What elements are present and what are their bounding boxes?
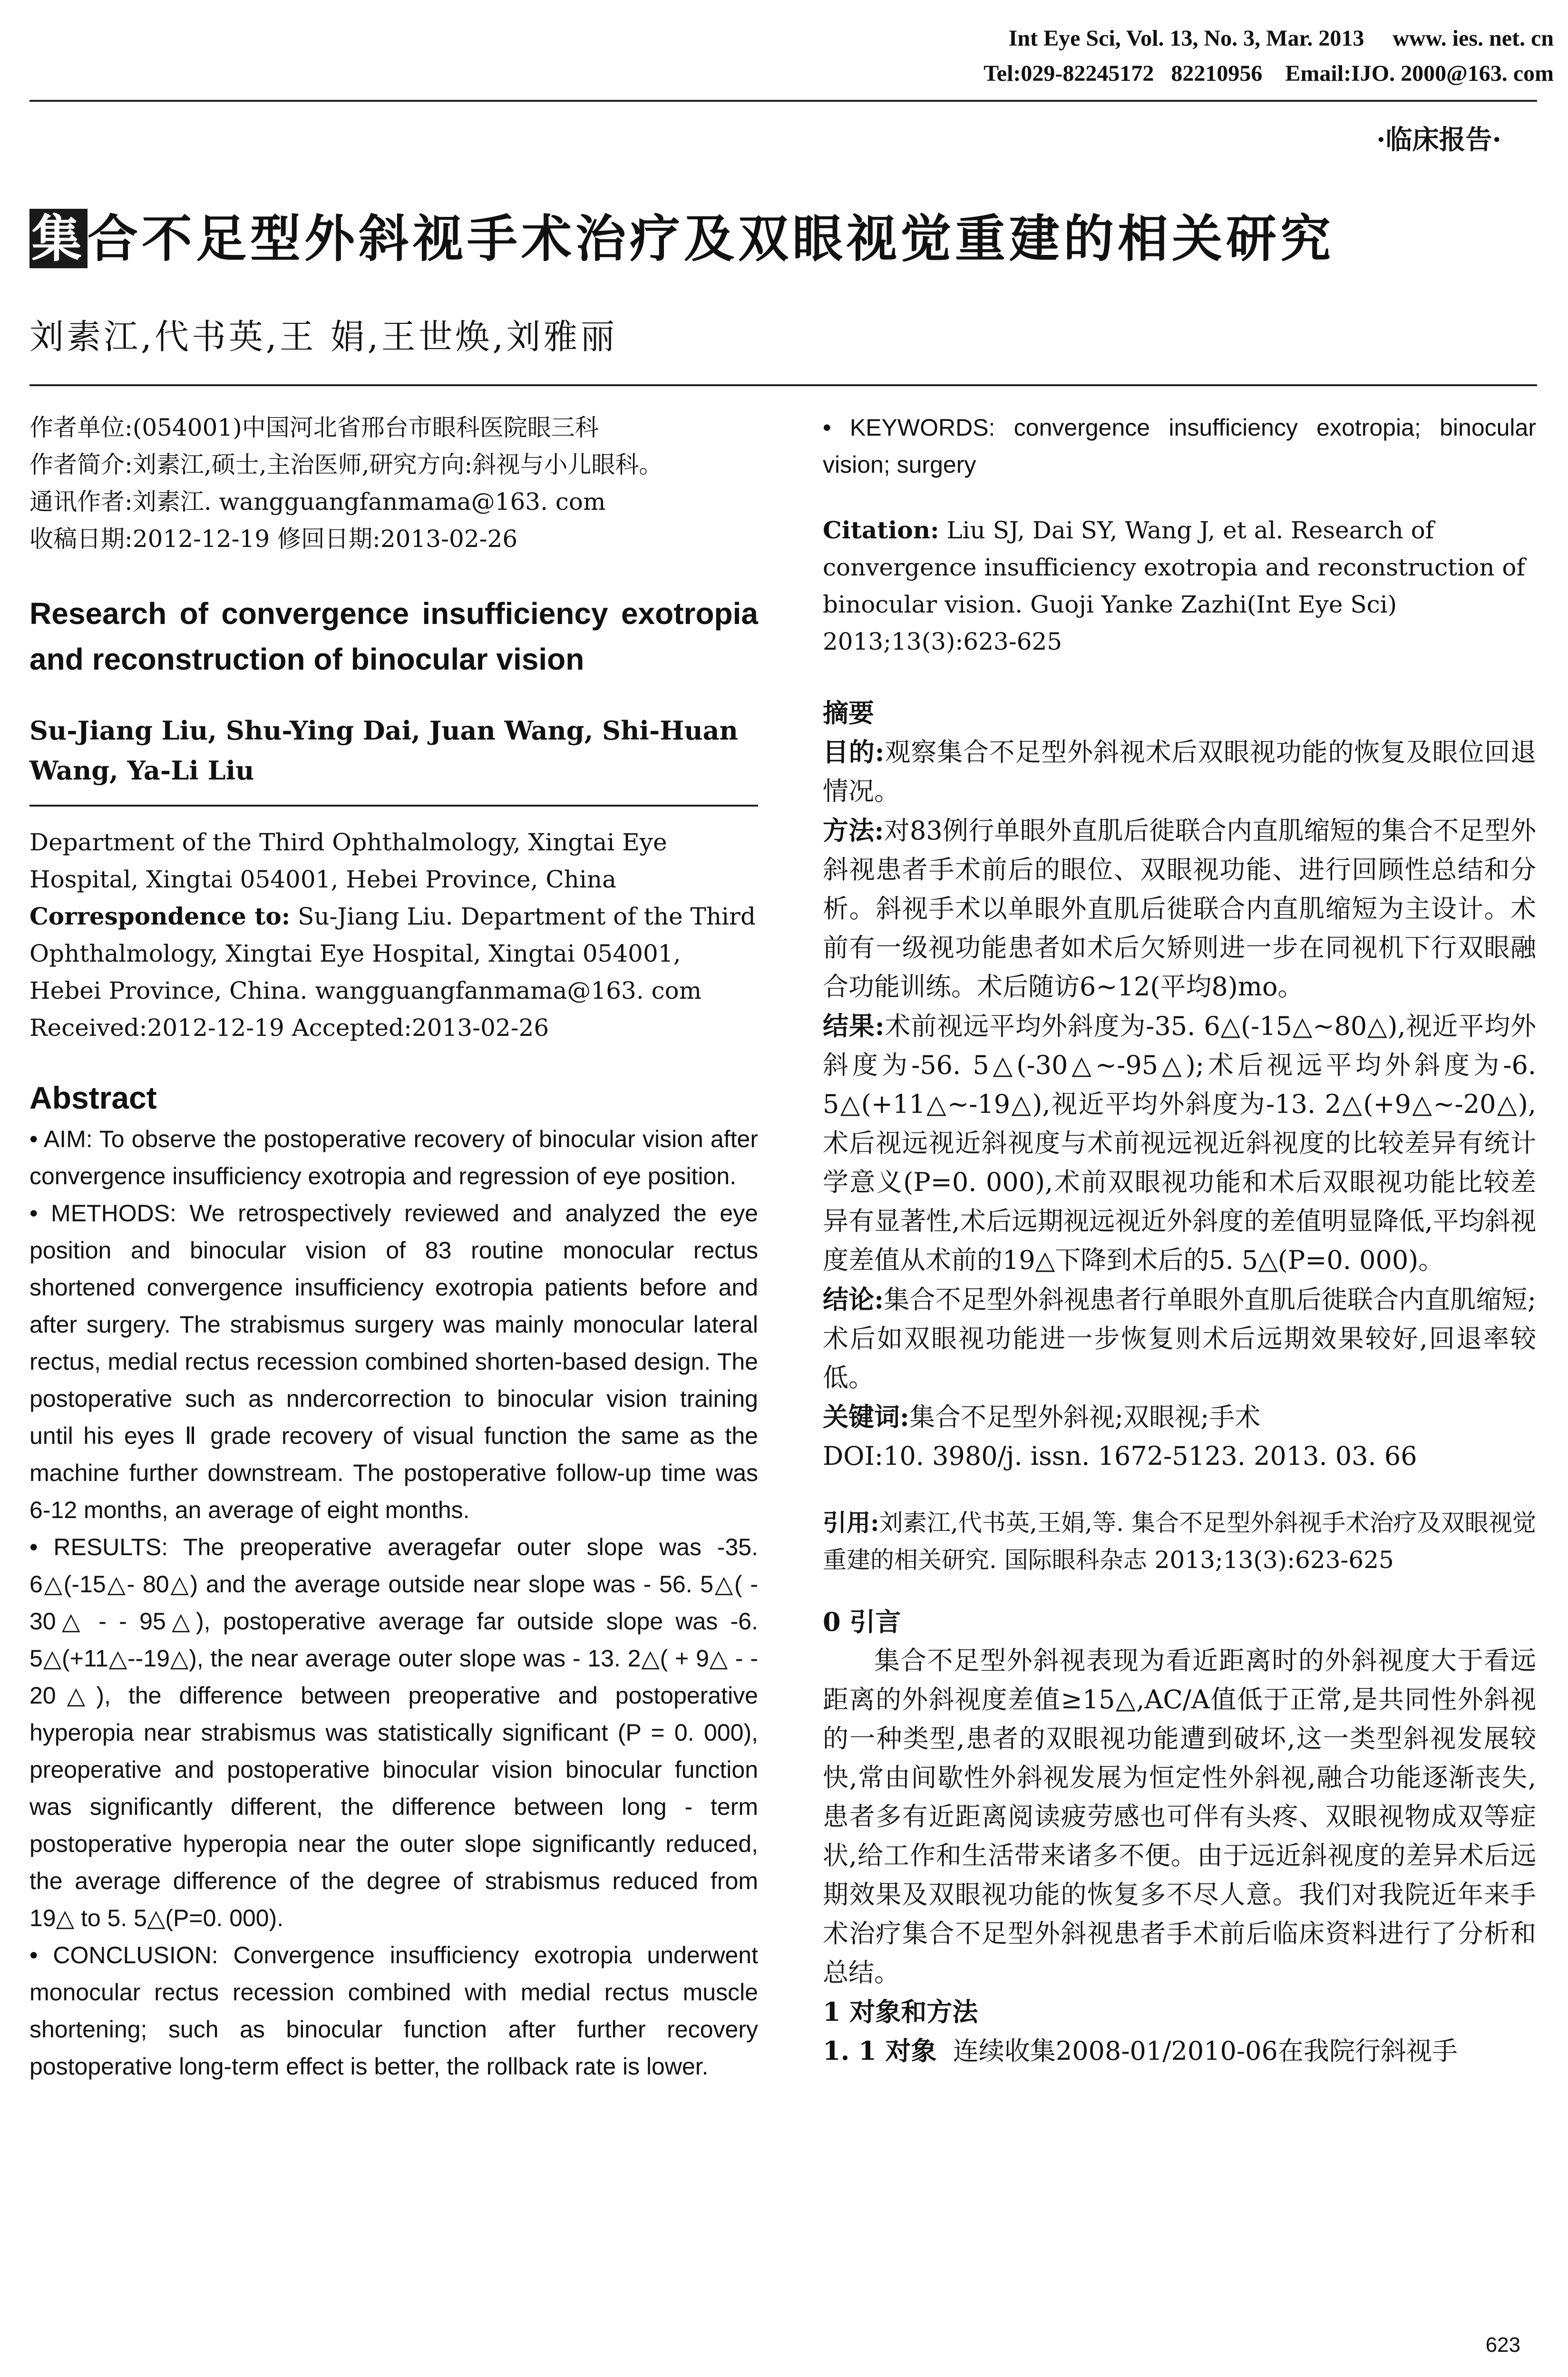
subject-label: 1. 1 对象 [823,2036,937,2066]
methods-label-cn: 方法: [823,815,884,846]
methods-text-cn: 对83例行单眼外直肌后徙联合内直肌缩短的集合不足型外斜视患者手术前后的眼位、双眼视功能、进行回顾性总结和分析。斜视手术以单眼外直肌后徙联合内直肌缩短为主设计。术前有一级视功能患者如术后欠矫则进一步在同视机下行双眼融合功能训练。术后随访6~12(平均8)mo。 [823,816,1536,1002]
received-dates: Received:2012-12-19 Accepted:2013-02-26 [29,1014,549,1042]
abstract-aim: • AIM: To observe the postoperative recovery of binocular vision after convergence insufficiency exotropia and regression of eye position. [29,1126,758,1189]
keywords-label-cn: 关键词: [823,1402,909,1432]
intro-text: 集合不足型外斜视表现为看近距离时的外斜视度大于看远距离的外斜视度差值≥15△,AC/A值低于正常,是共同性外斜视的一种类型,患者的双眼视功能遭到破坏,这一类型斜视发展较快,常由间歇性外斜视发展为恒定性外斜视,融合功能逐渐丧失,患者多有近距离阅读疲劳感也可伴有头疼、双眼视物成双等症状,给工作和生活带来诸多不便。由于远近斜视度的差异术后远期效果及双眼视功能的恢复多不尽人意。我们对我院近年来手术治疗集合不足型外斜视患者手术前后临床资料进行了分析和总结。 [823,1646,1536,1987]
abstract-aim-cn [823,732,1536,811]
page-number: 623 [1485,2333,1520,2357]
title-first-character: 集 [29,209,88,268]
section-tag: ·临床报告· [1376,124,1501,156]
subject-text: 连续收集2008-01/2010-06在我院行斜视手 [953,2036,1458,2066]
citation-text-cn: 刘素江,代书英,王娟,等. 集合不足型外斜视手术治疗及双眼视觉重建的相关研究. 国际眼科杂志 2013;13(3):623-625 [823,1509,1536,1574]
conclusion-text-cn: 集合不足型外斜视患者行单眼外直肌后徙联合内直肌缩短;术后如双眼视功能进一步恢复则术后远期效果较好,回退率较低。 [823,1285,1536,1393]
journal-header-line-2: Tel:029-82245172 82210956 Email:IJO. 2000@163. com [984,61,1554,86]
abstract-heading-cn: 摘要 [823,698,874,728]
abstract-methods: • METHODS: We retrospectively reviewed and analyzed the eye position and binocular vision of 83 routine monocular rectus shortened convergence insufficiency exotropia patients before and after surgery. The strabismus surgery was mainly monocular lateral rectus, medial rectus recession combined shorten-based design. The postoperative such as nndercorrection to binocular vision training until his eyes Ⅱ grade recovery of visual function the same as the machine further downstream. The postoperative follow-up time was 6-12 months, an average of eight months. [29,1200,758,1523]
authors-rule [29,805,758,807]
left-column [29,409,758,2085]
aim-text-cn: 观察集合不足型外斜视术后双眼视功能的恢复及眼位回退情况。 [823,737,1537,806]
keywords-en: • KEYWORDS: convergence insufficiency exotropia; binocular vision; surgery [823,414,1536,478]
doi: DOI:10. 3980/j. issn. 1672-5123. 2013. 03. 66 [823,1441,1417,1471]
citation-en [823,512,1536,660]
title-rule [29,384,1537,386]
citation-label: Citation: [823,516,939,544]
results-text-cn: 术前视远平均外斜度为-35. 6△(-15△~80△),视近平均外斜度为-56. 5△(-30△~-95△);术后视远平均外斜度为-6. 5△(+11△~-19△),视近平均外斜度为-13. 2△(+9△~-20△),术后视远视近斜视度与术前视远视近斜视度的比较差异有统计学意义(P=0. 000),术前双眼视功能和术后双眼视功能比较差异有显著性,术后远期视远视近外斜度的差值明显降低,平均斜视度差值从术前的19△下降到术后的5. 5△(P=0. 000)。 [823,1011,1536,1275]
keywords-cn [823,1397,1536,1437]
abstract-conclusion: • CONCLUSION: Convergence insufficiency exotropia underwent monocular rectus recession combined with medial rectus muscle shortening; such as binocular function after further recovery postoperative long-term effect is better, the rollback rate is lower. [29,1942,758,2080]
abstract-methods-cn [823,811,1536,1006]
methods-heading: 1 对象和方法 [823,1997,978,2027]
journal-header-line-1: Int Eye Sci, Vol. 13, No. 3, Mar. 2013 www. ies. net. cn [1008,26,1554,51]
citation-cn [823,1504,1536,1578]
authors-en: Su-Jiang Liu, Shu-Ying Dai, Juan Wang, Shi-Huan Wang, Ya-Li Liu [29,715,738,786]
affiliation-en: Department of the Third Ophthalmology, Xingtai Eye Hospital, Xingtai 054001, Hebei Province, China [29,828,667,893]
results-label-cn: 结果: [823,1011,885,1041]
meta-dates-cn: 收稿日期:2012-12-19 修回日期:2013-02-26 [29,525,518,553]
aim-label-cn: 目的: [823,737,885,767]
article-title-cn [29,199,1334,271]
intro-heading: 0 引言 [823,1607,901,1637]
citation-text: Liu SJ, Dai SY, Wang J, et al. Research of convergence insufficiency exotropia and reconstruction of binocular vision. Guoji Yanke Zazhi(Int Eye Sci) 2013;13(3):623-625 [823,516,1525,655]
abstract-heading: Abstract [29,1080,157,1115]
header-rule [29,100,1537,102]
right-column [823,409,1536,2071]
article-title-en: Research of convergence insufficiency exotropia and reconstruction of binocular vision [29,596,758,676]
citation-label-cn: 引用: [823,1509,879,1537]
abstract-results-cn [823,1006,1536,1280]
title-rest: 合不足型外斜视手术治疗及双眼视觉重建的相关研究 [88,209,1334,268]
meta-affiliation-cn: 作者单位:(054001)中国河北省邢台市眼科医院眼三科 [29,414,599,441]
conclusion-label-cn: 结论: [823,1284,884,1315]
subject-paragraph [823,2031,1536,2071]
abstract-conclusion-cn [823,1280,1536,1397]
journal-header [984,21,1554,91]
authors-cn: 刘素江,代书英,王 娟,王世焕,刘雅丽 [29,317,618,357]
abstract-results: • RESULTS: The preoperative averagefar outer slope was -35. 6△(-15△- 80△) and the average outside near slope was - 56. 5△( - 30△ - - 95△), postoperative average far outside slope was -6. 5△(+11△--19△), the near average outer slope was - 13. 2△( + 9△ - - 20△), the difference between preoperative and postoperative hyperopia near strabismus was statistically significant (P = 0. 000), preoperative and postoperative binocular vision binocular function was significantly different, the difference between long - term postoperative hyperopia near the outer slope significantly reduced, the average difference of the degree of strabismus reduced from 19△ to 5. 5△(P=0. 000). [29,1534,758,1931]
correspondence-text: Su-Jiang Liu. Department of the Third Ophthalmology, Xingtai Eye Hospital, Xingtai 054001, Hebei Province, China. wangguangfanmama@163. com [29,903,756,1004]
meta-correspondence-cn: 通讯作者:刘素江. wangguangfanmama@163. com [29,488,606,516]
meta-author-bio-cn: 作者简介:刘素江,硕士,主治医师,研究方向:斜视与小儿眼科。 [29,451,663,478]
correspondence-label: Correspondence to: [29,902,291,930]
correspondence-en [29,898,758,1009]
meta-cn [29,409,758,557]
keywords-text-cn: 集合不足型外斜视;双眼视;手术 [909,1402,1261,1432]
